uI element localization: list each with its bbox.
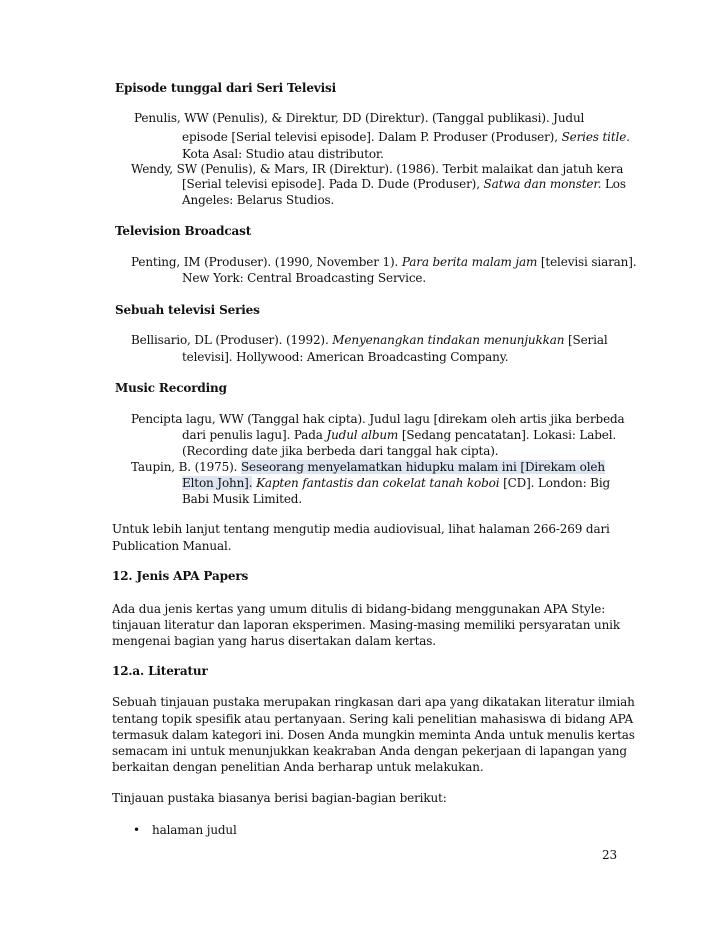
ref-line: Pencipta lagu, WW (Tanggal hak cipta). Judul lagu [direkam oleh artis jika berbeda [131,412,625,426]
ref-line: Penulis, WW (Penulis), & Direktur, DD (Direktur). (Tanggal publikasi). Judul [134,111,585,125]
ref-line: (Recording date jika berbeda dari tanggal hak cipta). [182,444,499,458]
ref-line: televisi]. Hollywood: American Broadcasting Company. [182,350,509,364]
paragraph-line: Publication Manual. [112,539,232,553]
paragraph-line: Sebuah tinjauan pustaka merupakan ringkasan dari apa yang dikatakan literatur ilmiah [112,695,635,709]
ref-line: dari penulis lagu]. Pada Judul album [Sedang pencatatan]. Lokasi: Label. [182,428,617,442]
heading-series: Sebuah televisi Series [115,303,260,317]
ref-line: episode [Serial televisi episode]. Dalam P. Produser (Produser), Series title. [182,130,630,144]
ref-line: New York: Central Broadcasting Service. [182,271,427,285]
paragraph-line: semacam ini untuk menunjukkan keakraban Anda dengan pekerjaan di lapangan yang [112,744,627,758]
ref-line: Angeles: Belarus Studios. [182,193,335,207]
paragraph-line: Tinjauan pustaka biasanya berisi bagian-bagian berikut: [112,791,447,805]
highlighted-text: Seseorang menyelamatkan hidupku malam ini [Direkam oleh [240,460,605,474]
ref-line: Elton John]. Kapten fantastis dan cokelat tanah koboi [CD]. London: Big [182,476,611,490]
paragraph-line: tentang topik spesifik atau pertanyaan. Sering kali penelitian mahasiswa di bidang APA [112,712,633,726]
ref-line: Babi Musik Limited. [182,492,302,506]
heading-literatur: 12.a. Literatur [112,664,208,678]
paragraph-line: Untuk lebih lanjut tentang mengutip media audiovisual, lihat halaman 266-269 dari [112,522,610,536]
ref-line: [Serial televisi episode]. Pada D. Dude (Produser), Satwa dan monster. Los [182,177,626,191]
paragraph-line: berkaitan dengan penelitian Anda berharap untuk melakukan. [112,760,484,774]
paragraph-line: mengenai bagian yang harus disertakan dalam kertas. [112,634,436,648]
ref-line: Wendy, SW (Penulis), & Mars, IR (Direktur). (1986). Terbit malaikat dan jatuh kera [131,162,624,176]
highlighted-text: Elton John]. [182,476,253,490]
ref-line: Taupin, B. (1975). Seseorang menyelamatkan hidupku malam ini [Direkam oleh [131,460,605,474]
paragraph-line: Ada dua jenis kertas yang umum ditulis di bidang-bidang menggunakan APA Style: [112,602,606,616]
heading-apa-papers: 12. Jenis APA Papers [112,569,249,583]
heading-music: Music Recording [115,381,227,395]
ref-line: Penting, IM (Produser). (1990, November 1). Para berita malam jam [televisi siaran]. [131,255,637,269]
list-item: halaman judul [152,823,237,837]
ref-line: Bellisario, DL (Produser). (1992). Menyenangkan tindakan menunjukkan [Serial [131,333,608,347]
heading-single-episode: Episode tunggal dari Seri Televisi [115,81,337,95]
page-number: 23 [602,848,617,862]
bullet-icon: • [133,823,141,837]
heading-broadcast: Television Broadcast [115,224,252,238]
ref-line: Kota Asal: Studio atau distributor. [182,147,384,161]
paragraph-line: tinjauan literatur dan laporan eksperimen. Masing-masing memiliki persyaratan unik [112,618,620,632]
paragraph-line: termasuk dalam kategori ini. Dosen Anda mungkin meminta Anda untuk menulis kertas [112,728,635,742]
